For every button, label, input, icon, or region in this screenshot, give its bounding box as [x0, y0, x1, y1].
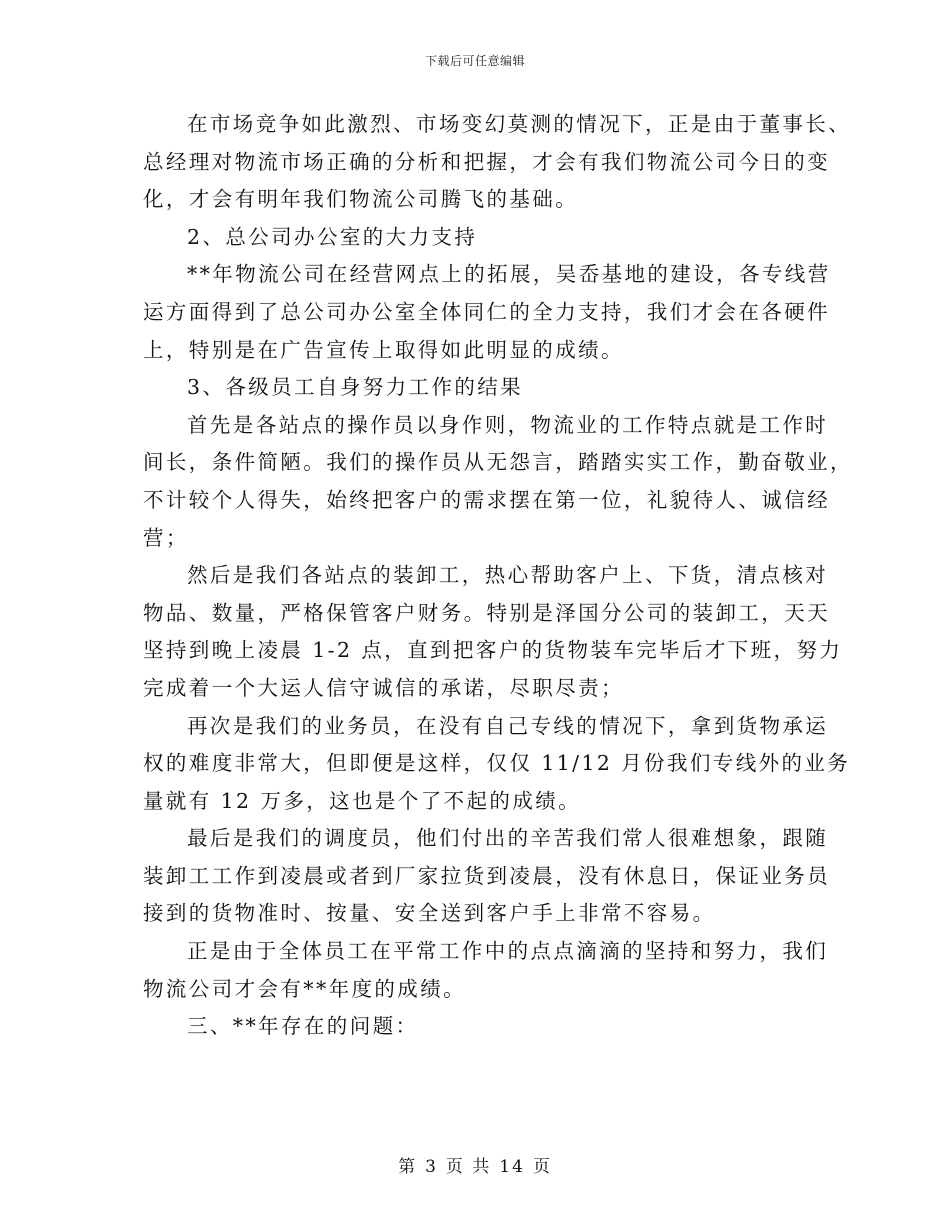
body-line: 量就有 12 万多，这也是个了不起的成绩。	[143, 788, 582, 813]
body-line: 总经理对物流市场正确的分析和把握，才会有我们物流公司今日的变	[143, 149, 830, 174]
body-line: 完成着一个大运人信守诚信的承诺，尽职尽责；	[143, 675, 624, 700]
body-line: 运方面得到了总公司办公室全体同仁的全力支持，我们才会在各硬件	[143, 299, 830, 324]
body-line: 在市场竞争如此激烈、市场变幻莫测的情况下，正是由于董事长、	[187, 112, 852, 136]
body-line: 正是由于全体员工在平常工作中的点点滴滴的坚持和努力，我们	[187, 939, 829, 964]
current-page-number: 3	[425, 1157, 438, 1177]
body-line: 接到的货物准时、按量、安全送到客户手上非常不容易。	[143, 901, 716, 926]
page-header: 下载后可任意编辑	[424, 54, 525, 68]
section-heading: 3、各级员工自身努力工作的结果	[187, 375, 524, 400]
body-line: 权的难度非常大，但即便是这样，仅仅 11/12 月份我们专线外的业务	[143, 751, 851, 776]
section-heading: 三、**年存在的问题：	[187, 1014, 419, 1039]
body-line: 物品、数量，严格保管客户财务。特别是泽国分公司的装卸工，天天	[143, 600, 830, 625]
body-line: 物流公司才会有**年度的成绩。	[143, 976, 466, 1001]
body-line: 营；	[143, 525, 189, 550]
section-heading: 2、总公司办公室的大力支持	[187, 224, 478, 249]
body-line: **年物流公司在经营网点上的拓展，吴岙基地的建设，各专线营	[187, 262, 831, 287]
footer-prefix: 第	[398, 1157, 418, 1177]
body-line: 再次是我们的业务员，在没有自己专线的情况下，拿到货物承运	[187, 713, 829, 738]
body-line: 不计较个人得失，始终把客户的需求摆在第一位，礼貌待人、诚信经	[143, 487, 830, 512]
total-pages-number: 14	[499, 1157, 525, 1177]
body-line: 最后是我们的调度员，他们付出的辛苦我们常人很难想象，跟随	[187, 826, 829, 851]
body-line: 首先是各站点的操作员以身作则，物流业的工作特点就是工作时	[187, 412, 829, 437]
footer-suffix: 页	[532, 1157, 552, 1177]
body-line: 化，才会有明年我们物流公司腾飞的基础。	[143, 187, 579, 212]
document-body	[143, 106, 853, 1046]
page-footer	[0, 1152, 950, 1177]
body-line: 装卸工工作到凌晨或者到厂家拉货到凌晨，没有休息日，保证业务员	[143, 863, 830, 888]
footer-middle: 页 共	[445, 1157, 492, 1177]
body-line: 然后是我们各站点的装卸工，热心帮助客户上、下货，清点核对	[187, 563, 829, 588]
body-line: 坚持到晚上凌晨 1-2 点，直到把客户的货物装车完毕后才下班，努力	[143, 638, 843, 663]
body-line: 上，特别是在广告宣传上取得如此明显的成绩。	[143, 337, 624, 362]
body-line: 间长，条件简陋。我们的操作员从无怨言，踏踏实实工作，勤奋敬业，	[143, 450, 853, 475]
